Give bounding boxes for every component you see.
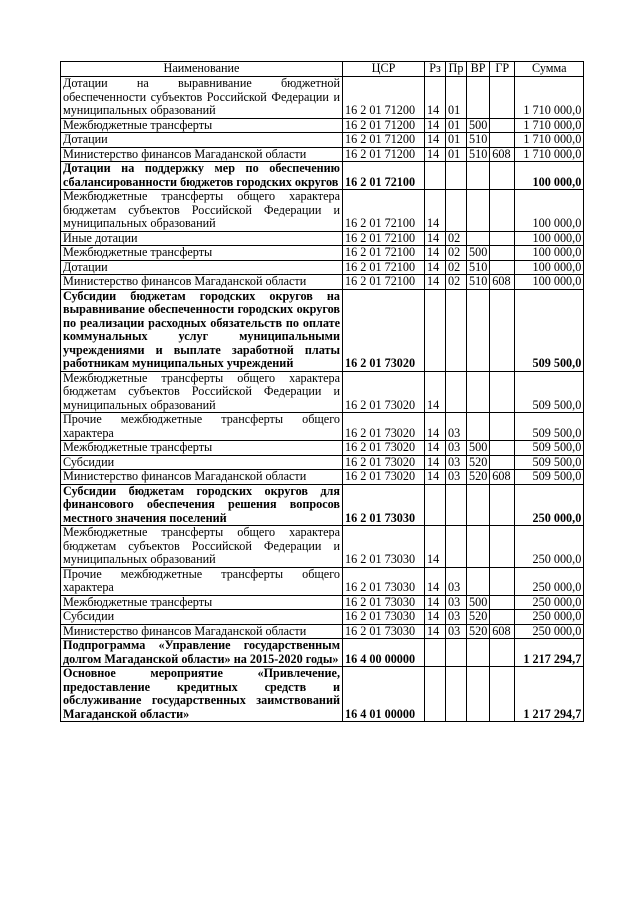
cell-sum: 509 500,0 xyxy=(515,441,584,456)
cell-gr: 608 xyxy=(490,624,515,639)
table-row xyxy=(61,455,584,470)
cell-rz xyxy=(425,484,446,526)
cell-rz xyxy=(425,289,446,371)
cell-name: Министерство финансов Магаданской области xyxy=(61,470,343,485)
cell-name: Субсидии xyxy=(61,610,343,625)
table-body xyxy=(61,77,584,722)
cell-name: Подпрограмма «Управление государственным долгом Магаданской области» на 2015-2020 годы» xyxy=(61,639,343,667)
table-header xyxy=(61,62,584,77)
header-rz: Рз xyxy=(425,62,446,77)
cell-sum: 250 000,0 xyxy=(515,484,584,526)
cell-name: Министерство финансов Магаданской области xyxy=(61,624,343,639)
cell-sum: 100 000,0 xyxy=(515,275,584,290)
header-csr: ЦСР xyxy=(343,62,425,77)
cell-vr xyxy=(467,567,490,595)
cell-name: Субсидии бюджетам городских округов для финансового обеспечения решения вопросов местного значения поселений xyxy=(61,484,343,526)
cell-vr: 510 xyxy=(467,260,490,275)
table-row xyxy=(61,413,584,441)
table-row xyxy=(61,624,584,639)
table-row xyxy=(61,567,584,595)
cell-name: Основное мероприятие «Привлечение, предоставление кредитных средств и обслуживание государственных заимствований Магаданской области» xyxy=(61,667,343,722)
cell-pr: 03 xyxy=(446,595,467,610)
table-row xyxy=(61,260,584,275)
cell-rz xyxy=(425,639,446,667)
cell-sum: 1 710 000,0 xyxy=(515,133,584,148)
cell-pr: 01 xyxy=(446,133,467,148)
cell-pr xyxy=(446,484,467,526)
cell-pr: 01 xyxy=(446,118,467,133)
cell-csr: 16 2 01 72100 xyxy=(343,246,425,261)
cell-pr: 03 xyxy=(446,413,467,441)
cell-rz: 14 xyxy=(425,147,446,162)
cell-name: Межбюджетные трансферты общего характера бюджетам субъектов Российской Федерации и муниципальных образований xyxy=(61,371,343,413)
cell-gr xyxy=(490,246,515,261)
cell-vr: 520 xyxy=(467,470,490,485)
cell-name: Межбюджетные трансферты общего характера бюджетам субъектов Российской Федерации и муниципальных образований xyxy=(61,190,343,232)
cell-sum: 250 000,0 xyxy=(515,595,584,610)
table-row xyxy=(61,118,584,133)
cell-rz: 14 xyxy=(425,413,446,441)
cell-csr: 16 2 01 71200 xyxy=(343,118,425,133)
cell-pr: 02 xyxy=(446,246,467,261)
cell-sum: 250 000,0 xyxy=(515,526,584,568)
cell-rz: 14 xyxy=(425,470,446,485)
cell-name: Прочие межбюджетные трансферты общего характера xyxy=(61,567,343,595)
cell-sum: 250 000,0 xyxy=(515,610,584,625)
cell-sum: 509 500,0 xyxy=(515,455,584,470)
cell-vr xyxy=(467,639,490,667)
cell-pr: 03 xyxy=(446,455,467,470)
cell-rz: 14 xyxy=(425,595,446,610)
table-row xyxy=(61,133,584,148)
cell-gr xyxy=(490,526,515,568)
cell-vr: 510 xyxy=(467,275,490,290)
cell-sum: 100 000,0 xyxy=(515,162,584,190)
cell-name: Субсидии бюджетам городских округов на выравнивание обеспеченности городских округов по реализации расходных обязательств по оплате коммунальных услуг муниципальными учреждениями и выплате заработной платы работникам муниципальных учреждений xyxy=(61,289,343,371)
cell-gr xyxy=(490,231,515,246)
cell-gr xyxy=(490,455,515,470)
cell-pr xyxy=(446,667,467,722)
cell-rz xyxy=(425,162,446,190)
cell-pr: 01 xyxy=(446,147,467,162)
cell-gr xyxy=(490,567,515,595)
cell-pr: 03 xyxy=(446,441,467,456)
cell-sum: 250 000,0 xyxy=(515,567,584,595)
cell-csr: 16 2 01 73030 xyxy=(343,567,425,595)
cell-csr: 16 2 01 73020 xyxy=(343,371,425,413)
cell-name: Дотации на поддержку мер по обеспечению сбалансированности бюджетов городских округов xyxy=(61,162,343,190)
cell-csr: 16 2 01 73030 xyxy=(343,610,425,625)
cell-sum: 509 500,0 xyxy=(515,470,584,485)
cell-pr xyxy=(446,639,467,667)
cell-name: Межбюджетные трансферты xyxy=(61,441,343,456)
cell-rz: 14 xyxy=(425,260,446,275)
cell-pr: 03 xyxy=(446,567,467,595)
cell-pr: 02 xyxy=(446,275,467,290)
cell-rz: 14 xyxy=(425,526,446,568)
cell-vr: 500 xyxy=(467,118,490,133)
cell-csr: 16 2 01 73020 xyxy=(343,470,425,485)
cell-rz: 14 xyxy=(425,246,446,261)
cell-csr: 16 2 01 71200 xyxy=(343,133,425,148)
cell-rz: 14 xyxy=(425,567,446,595)
cell-pr: 02 xyxy=(446,231,467,246)
table-row xyxy=(61,639,584,667)
cell-sum: 509 500,0 xyxy=(515,413,584,441)
cell-name: Межбюджетные трансферты xyxy=(61,246,343,261)
cell-gr xyxy=(490,371,515,413)
header-sum: Сумма xyxy=(515,62,584,77)
cell-sum: 250 000,0 xyxy=(515,624,584,639)
cell-gr xyxy=(490,133,515,148)
cell-csr: 16 2 01 72100 xyxy=(343,275,425,290)
cell-vr xyxy=(467,667,490,722)
table-row xyxy=(61,231,584,246)
cell-name: Министерство финансов Магаданской области xyxy=(61,147,343,162)
cell-csr: 16 2 01 71200 xyxy=(343,147,425,162)
cell-sum: 100 000,0 xyxy=(515,246,584,261)
table-row xyxy=(61,484,584,526)
cell-name: Иные дотации xyxy=(61,231,343,246)
cell-name: Прочие межбюджетные трансферты общего характера xyxy=(61,413,343,441)
cell-pr xyxy=(446,526,467,568)
cell-gr xyxy=(490,162,515,190)
cell-name: Межбюджетные трансферты xyxy=(61,118,343,133)
cell-vr xyxy=(467,289,490,371)
table-row xyxy=(61,470,584,485)
cell-gr xyxy=(490,667,515,722)
cell-gr xyxy=(490,260,515,275)
cell-rz: 14 xyxy=(425,455,446,470)
cell-name: Дотации xyxy=(61,260,343,275)
cell-name: Межбюджетные трансферты общего характера бюджетам субъектов Российской Федерации и муниципальных образований xyxy=(61,526,343,568)
cell-rz: 14 xyxy=(425,441,446,456)
cell-gr xyxy=(490,639,515,667)
cell-gr xyxy=(490,610,515,625)
cell-sum: 100 000,0 xyxy=(515,260,584,275)
cell-sum: 1 710 000,0 xyxy=(515,77,584,119)
cell-vr: 500 xyxy=(467,595,490,610)
table-row xyxy=(61,77,584,119)
cell-name: Министерство финансов Магаданской области xyxy=(61,275,343,290)
table-row xyxy=(61,667,584,722)
cell-gr xyxy=(490,441,515,456)
cell-sum: 509 500,0 xyxy=(515,289,584,371)
table-row xyxy=(61,595,584,610)
table-row xyxy=(61,246,584,261)
cell-csr: 16 4 00 00000 xyxy=(343,639,425,667)
cell-gr: 608 xyxy=(490,470,515,485)
cell-sum: 1 217 294,7 xyxy=(515,639,584,667)
cell-csr: 16 2 01 73020 xyxy=(343,441,425,456)
cell-rz xyxy=(425,667,446,722)
table-row xyxy=(61,275,584,290)
cell-gr xyxy=(490,484,515,526)
cell-pr: 03 xyxy=(446,470,467,485)
cell-sum: 100 000,0 xyxy=(515,190,584,232)
cell-gr xyxy=(490,190,515,232)
cell-rz: 14 xyxy=(425,118,446,133)
cell-csr: 16 2 01 72100 xyxy=(343,260,425,275)
cell-vr xyxy=(467,162,490,190)
cell-pr xyxy=(446,162,467,190)
cell-vr xyxy=(467,484,490,526)
table-row xyxy=(61,371,584,413)
cell-csr: 16 2 01 73020 xyxy=(343,455,425,470)
cell-vr: 520 xyxy=(467,455,490,470)
table-row xyxy=(61,526,584,568)
cell-vr xyxy=(467,190,490,232)
cell-gr xyxy=(490,118,515,133)
cell-csr: 16 2 01 72100 xyxy=(343,162,425,190)
cell-gr xyxy=(490,595,515,610)
cell-rz: 14 xyxy=(425,275,446,290)
cell-csr: 16 2 01 72100 xyxy=(343,231,425,246)
cell-gr xyxy=(490,413,515,441)
cell-gr: 608 xyxy=(490,147,515,162)
cell-sum: 1 710 000,0 xyxy=(515,118,584,133)
cell-csr: 16 2 01 73020 xyxy=(343,289,425,371)
cell-csr: 16 2 01 73030 xyxy=(343,624,425,639)
cell-vr xyxy=(467,231,490,246)
cell-sum: 1 217 294,7 xyxy=(515,667,584,722)
cell-rz: 14 xyxy=(425,231,446,246)
cell-vr: 500 xyxy=(467,246,490,261)
cell-vr: 520 xyxy=(467,624,490,639)
cell-name: Субсидии xyxy=(61,455,343,470)
cell-rz: 14 xyxy=(425,610,446,625)
cell-csr: 16 2 01 72100 xyxy=(343,190,425,232)
cell-pr xyxy=(446,289,467,371)
cell-sum: 1 710 000,0 xyxy=(515,147,584,162)
cell-vr: 500 xyxy=(467,441,490,456)
header-gr: ГР xyxy=(490,62,515,77)
header-pr: Пр xyxy=(446,62,467,77)
cell-vr xyxy=(467,77,490,119)
cell-pr: 01 xyxy=(446,77,467,119)
budget-table xyxy=(60,61,584,722)
cell-vr xyxy=(467,526,490,568)
cell-rz: 14 xyxy=(425,624,446,639)
cell-rz: 14 xyxy=(425,77,446,119)
cell-pr: 03 xyxy=(446,610,467,625)
cell-vr xyxy=(467,413,490,441)
cell-vr: 510 xyxy=(467,133,490,148)
cell-vr xyxy=(467,371,490,413)
cell-csr: 16 2 01 71200 xyxy=(343,77,425,119)
cell-csr: 16 2 01 73030 xyxy=(343,484,425,526)
cell-pr: 03 xyxy=(446,624,467,639)
cell-csr: 16 4 01 00000 xyxy=(343,667,425,722)
cell-pr xyxy=(446,371,467,413)
header-vr: ВР xyxy=(467,62,490,77)
table-row xyxy=(61,190,584,232)
cell-pr: 02 xyxy=(446,260,467,275)
cell-gr xyxy=(490,77,515,119)
cell-gr: 608 xyxy=(490,275,515,290)
header-row xyxy=(61,62,584,77)
table-row xyxy=(61,610,584,625)
cell-rz: 14 xyxy=(425,371,446,413)
table-row xyxy=(61,441,584,456)
cell-sum: 509 500,0 xyxy=(515,371,584,413)
cell-csr: 16 2 01 73030 xyxy=(343,526,425,568)
table-row xyxy=(61,162,584,190)
header-name: Наименование xyxy=(61,62,343,77)
table-row xyxy=(61,289,584,371)
cell-rz: 14 xyxy=(425,133,446,148)
cell-name: Дотации на выравнивание бюджетной обеспеченности субъектов Российской Федерации и муниципальных образований xyxy=(61,77,343,119)
cell-rz: 14 xyxy=(425,190,446,232)
cell-csr: 16 2 01 73030 xyxy=(343,595,425,610)
cell-sum: 100 000,0 xyxy=(515,231,584,246)
cell-vr: 520 xyxy=(467,610,490,625)
cell-pr xyxy=(446,190,467,232)
table-row xyxy=(61,147,584,162)
cell-csr: 16 2 01 73020 xyxy=(343,413,425,441)
cell-vr: 510 xyxy=(467,147,490,162)
cell-name: Межбюджетные трансферты xyxy=(61,595,343,610)
cell-name: Дотации xyxy=(61,133,343,148)
cell-gr xyxy=(490,289,515,371)
